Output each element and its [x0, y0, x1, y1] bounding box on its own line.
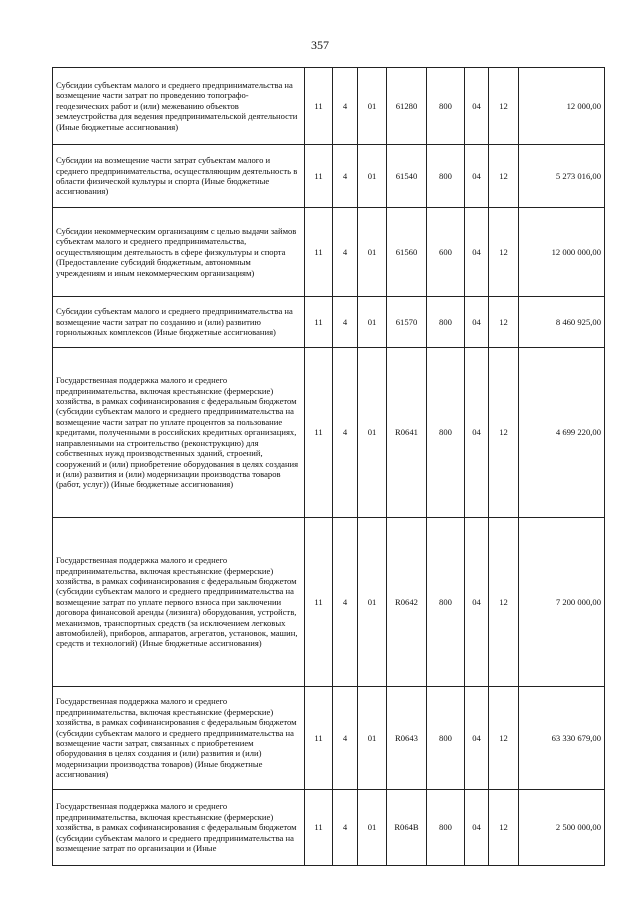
- amount-cell: 12 000,00: [519, 68, 605, 145]
- subsection-code: 12: [489, 208, 519, 297]
- amount-cell: 12 000 000,00: [519, 208, 605, 297]
- expense-type-code: 800: [427, 348, 465, 518]
- target-article-code: 61570: [387, 297, 427, 348]
- code-cell: 11: [305, 68, 333, 145]
- section-code: 04: [465, 145, 489, 208]
- target-article-code: 61560: [387, 208, 427, 297]
- code-cell: 11: [305, 790, 333, 866]
- code-cell: 4: [333, 518, 358, 687]
- code-cell: 01: [358, 208, 387, 297]
- subsection-code: 12: [489, 297, 519, 348]
- expense-type-code: 800: [427, 790, 465, 866]
- amount-cell: 8 460 925,00: [519, 297, 605, 348]
- section-code: 04: [465, 687, 489, 790]
- expense-type-code: 800: [427, 518, 465, 687]
- target-article-code: R0642: [387, 518, 427, 687]
- subsection-code: 12: [489, 518, 519, 687]
- row-description: Государственная поддержка малого и среднего предпринимательства, включая крестьянские (фермерские) хозяйства, в рамках софинансирования с федеральным бюджетом (субсидии субъектам малого и среднего предпринимательства на возмещение затрат по уплате первого взноса при заключении договора финансовой аренды (лизинга) оборудования, устройств, механизмов, транспортных средств (за исключением легковых автомобилей), приборов, аппаратов, агрегатов, установок, машин, средств и технологий) (Иные бюджетные ассигнования): [53, 518, 305, 687]
- amount-cell: 7 200 000,00: [519, 518, 605, 687]
- budget-table: [52, 67, 605, 866]
- code-cell: 01: [358, 348, 387, 518]
- amount-cell: 63 330 679,00: [519, 687, 605, 790]
- code-cell: 01: [358, 687, 387, 790]
- target-article-code: 61540: [387, 145, 427, 208]
- code-cell: 01: [358, 790, 387, 866]
- code-cell: 4: [333, 68, 358, 145]
- table-row: [53, 790, 605, 866]
- row-description: Субсидии на возмещение части затрат субъектам малого и среднего предпринимательства, осуществляющим деятельность в области физической культуры и спорта (Иные бюджетные ассигнования): [53, 145, 305, 208]
- row-description: Субсидии некоммерческим организациям с целью выдачи займов субъектам малого и среднего предпринимательства, осуществляющим деятельность в сфере физкультуры и спорта (Предоставление субсидий бюджетным, автономным учреждениям и иным некоммерческим организациям): [53, 208, 305, 297]
- subsection-code: 12: [489, 790, 519, 866]
- subsection-code: 12: [489, 348, 519, 518]
- code-cell: 4: [333, 297, 358, 348]
- section-code: 04: [465, 518, 489, 687]
- row-description: Субсидии субъектам малого и среднего предпринимательства на возмещение части затрат по созданию и (или) развитию горнолыжных комплексов (Иные бюджетные ассигнования): [53, 297, 305, 348]
- subsection-code: 12: [489, 68, 519, 145]
- expense-type-code: 800: [427, 145, 465, 208]
- subsection-code: 12: [489, 145, 519, 208]
- amount-cell: 5 273 016,00: [519, 145, 605, 208]
- target-article-code: R064B: [387, 790, 427, 866]
- section-code: 04: [465, 208, 489, 297]
- target-article-code: 61280: [387, 68, 427, 145]
- expense-type-code: 800: [427, 297, 465, 348]
- expense-type-code: 600: [427, 208, 465, 297]
- code-cell: 01: [358, 145, 387, 208]
- row-description: Государственная поддержка малого и среднего предпринимательства, включая крестьянские (фермерские) хозяйства, в рамках софинансирования с федеральным бюджетом (субсидии субъектам малого и среднего предпринимательства на возмещение затрат по организации и (Иные: [53, 790, 305, 866]
- section-code: 04: [465, 790, 489, 866]
- table-row: [53, 208, 605, 297]
- code-cell: 01: [358, 68, 387, 145]
- table-body: [53, 68, 605, 866]
- code-cell: 01: [358, 297, 387, 348]
- code-cell: 4: [333, 208, 358, 297]
- code-cell: 4: [333, 687, 358, 790]
- code-cell: 4: [333, 145, 358, 208]
- target-article-code: R0643: [387, 687, 427, 790]
- table-row: [53, 348, 605, 518]
- code-cell: 11: [305, 348, 333, 518]
- section-code: 04: [465, 297, 489, 348]
- code-cell: 11: [305, 687, 333, 790]
- target-article-code: R0641: [387, 348, 427, 518]
- table-row: [53, 297, 605, 348]
- expense-type-code: 800: [427, 68, 465, 145]
- section-code: 04: [465, 68, 489, 145]
- code-cell: 11: [305, 145, 333, 208]
- expense-type-code: 800: [427, 687, 465, 790]
- table-row: [53, 68, 605, 145]
- amount-cell: 4 699 220,00: [519, 348, 605, 518]
- row-description: Государственная поддержка малого и среднего предпринимательства, включая крестьянские (фермерские) хозяйства, в рамках софинансирования с федеральным бюджетом (субсидии субъектам малого и среднего предпринимательства на возмещение части затрат, связанных с приобретением оборудования в целях создания и (или) развития и (или) модернизации производства товаров) (Иные бюджетные ассигнования): [53, 687, 305, 790]
- code-cell: 11: [305, 208, 333, 297]
- code-cell: 4: [333, 348, 358, 518]
- table-row: [53, 145, 605, 208]
- subsection-code: 12: [489, 687, 519, 790]
- amount-cell: 2 500 000,00: [519, 790, 605, 866]
- code-cell: 01: [358, 518, 387, 687]
- table-row: [53, 687, 605, 790]
- code-cell: 11: [305, 518, 333, 687]
- table-row: [53, 518, 605, 687]
- row-description: Государственная поддержка малого и среднего предпринимательства, включая крестьянские (фермерские) хозяйства, в рамках софинансирования с федеральным бюджетом (субсидии субъектам малого и среднего предпринимательства на возмещение части затрат по уплате процентов за пользование кредитами, полученными в российских кредитных организациях, направленными на строительство (реконструкцию) для собственных нужд производственных зданий, строений, сооружений и (или) приобретение оборудования в целях создания и (или) развития и (или) модернизации производства товаров (работ, услуг)) (Иные бюджетные ассигнования): [53, 348, 305, 518]
- code-cell: 4: [333, 790, 358, 866]
- row-description: Субсидии субъектам малого и среднего предпринимательства на возмещение части затрат по проведению топографо-геодезических работ и (или) межеванию объектов землеустройства для ведения предпринимательской деятельности (Иные бюджетные ассигнования): [53, 68, 305, 145]
- section-code: 04: [465, 348, 489, 518]
- page-number: 357: [311, 38, 329, 52]
- code-cell: 11: [305, 297, 333, 348]
